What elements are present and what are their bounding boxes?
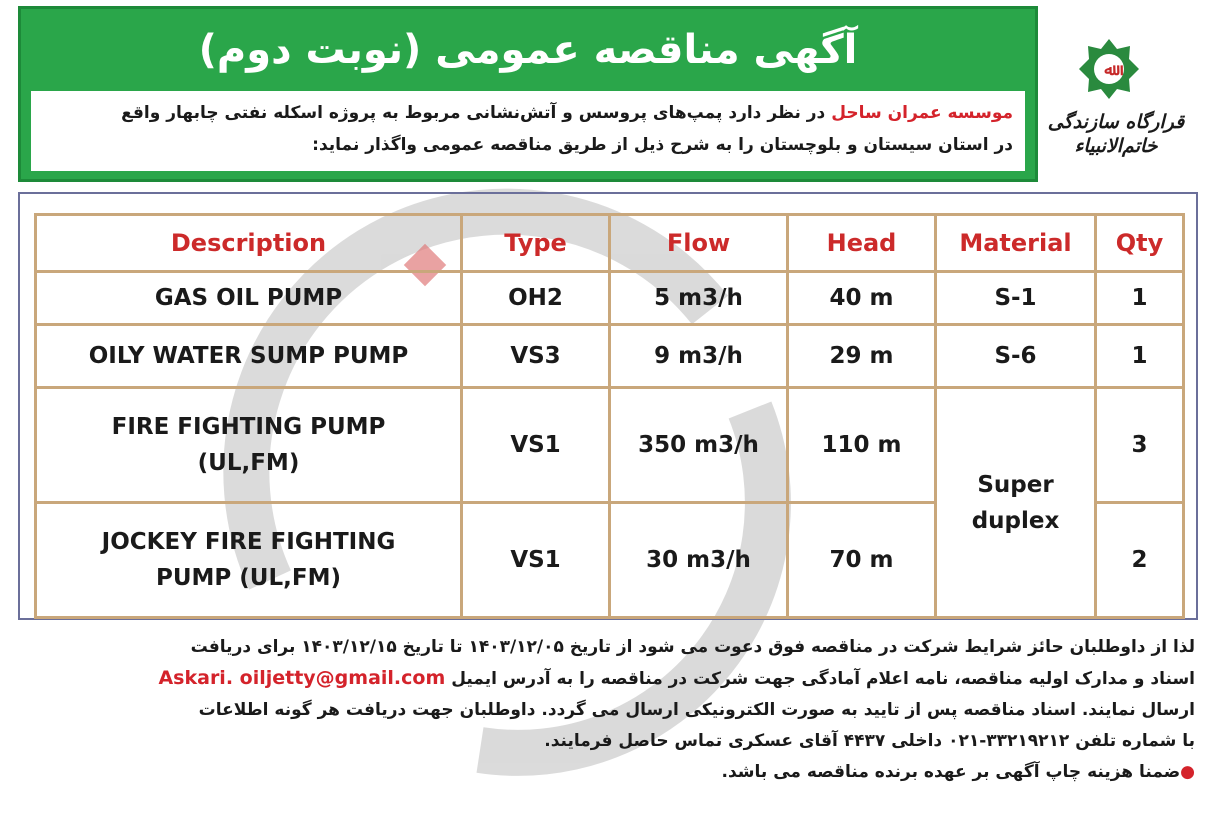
cell-flow: 30 m3/h: [610, 503, 788, 618]
cell-qty: 1: [1096, 272, 1184, 325]
cell-type: VS1: [462, 388, 610, 503]
footer-line-2: [30, 663, 1195, 695]
table-header-row: [36, 215, 1184, 272]
company-logo: [1036, 18, 1196, 178]
cell-type: VS3: [462, 325, 610, 388]
cell-material: S-6: [936, 325, 1096, 388]
intro-paragraph: [31, 91, 1025, 171]
table-row: [36, 325, 1184, 388]
description-line-2: PUMP (UL,FM): [156, 565, 341, 591]
pump-spec-table: [34, 213, 1185, 619]
organization-name: موسسه عمران ساحل: [831, 103, 1013, 123]
cell-type: OH2: [462, 272, 610, 325]
intro-line-2: در استان سیستان و بلوچستان را به شرح ذیل از طریق مناقصه عمومی واگذار نماید:: [312, 135, 1013, 155]
cell-description: GAS OIL PUMP: [36, 272, 462, 325]
header-qty: Qty: [1096, 215, 1184, 272]
cell-material: S-1: [936, 272, 1096, 325]
cell-qty: 1: [1096, 325, 1184, 388]
footer-line-1: لذا از داوطلبان حائز شرایط شرکت در مناقصه فوق دعوت می شود از تاریخ ۱۴۰۳/۱۲/۰۵ تا تاریخ ۱۴۰۳/۱۲/۱۵ برای دریافت: [190, 637, 1195, 657]
header-material: Material: [936, 215, 1096, 272]
footer-text: [30, 632, 1195, 788]
footer-line-2-text: اسناد و مدارک اولیه مناقصه، نامه اعلام آمادگی جهت شرکت در مناقصه را به آدرس ایمیل: [451, 669, 1195, 689]
cell-head: 110 m: [788, 388, 936, 503]
logo-text: قرارگاه سازندگی خاتم‌الانبیاء: [1047, 111, 1185, 157]
email-link[interactable]: Askari. oiljetty@gmail.com: [158, 667, 446, 689]
cell-head: 29 m: [788, 325, 936, 388]
cell-flow: 9 m3/h: [610, 325, 788, 388]
header-flow: Flow: [610, 215, 788, 272]
cell-qty: 3: [1096, 388, 1184, 503]
header-head: Head: [788, 215, 936, 272]
emblem-icon: [1078, 38, 1140, 100]
footer-line-4: با شماره تلفن ۳۳۲۱۹۲۱۲-۰۲۱ داخلی ۴۴۳۷ آقای عسکری تماس حاصل فرمایند.: [544, 731, 1195, 751]
page-title: آگهی مناقصه عمومی (نوبت دوم): [198, 27, 858, 73]
footer-line-5-text: ضمنا هزینه چاپ آگهی بر عهده برنده مناقصه می باشد.: [721, 762, 1181, 782]
description-line-1: FIRE FIGHTING PUMP: [111, 414, 386, 440]
material-line-2: duplex: [971, 507, 1060, 534]
material-line-1: Super: [977, 471, 1054, 498]
cell-type: VS1: [462, 503, 610, 618]
cell-description: [36, 503, 462, 618]
cell-flow: 5 m3/h: [610, 272, 788, 325]
header-description: Description: [36, 215, 462, 272]
cell-material-shared: [936, 388, 1096, 618]
intro-line-1: در نظر دارد پمپ‌های پروسس و آتش‌نشانی مربوط به پروژه اسکله نفتی چابهار واقع: [121, 103, 826, 123]
svg-text:ﷲ: ﷲ: [1104, 60, 1114, 79]
cell-description: OILY WATER SUMP PUMP: [36, 325, 462, 388]
footer-line-5: [30, 757, 1195, 788]
table-row: [36, 388, 1184, 503]
footer-line-3: ارسال نمایند. اسناد مناقصه پس از تایید به صورت الکترونیکی ارسال می گردد. داوطلبان جهت دریافت هر گونه اطلاعات: [198, 700, 1195, 720]
cell-description: [36, 388, 462, 503]
table-row: [36, 272, 1184, 325]
cell-qty: 2: [1096, 503, 1184, 618]
cell-head: 70 m: [788, 503, 936, 618]
description-line-1: JOCKEY FIRE FIGHTING: [101, 529, 396, 555]
cell-flow: 350 m3/h: [610, 388, 788, 503]
announcement-header: [18, 6, 1038, 182]
description-line-2: (UL,FM): [197, 450, 300, 476]
cell-head: 40 m: [788, 272, 936, 325]
header-type: Type: [462, 215, 610, 272]
bullet-icon: ●: [1180, 762, 1195, 782]
